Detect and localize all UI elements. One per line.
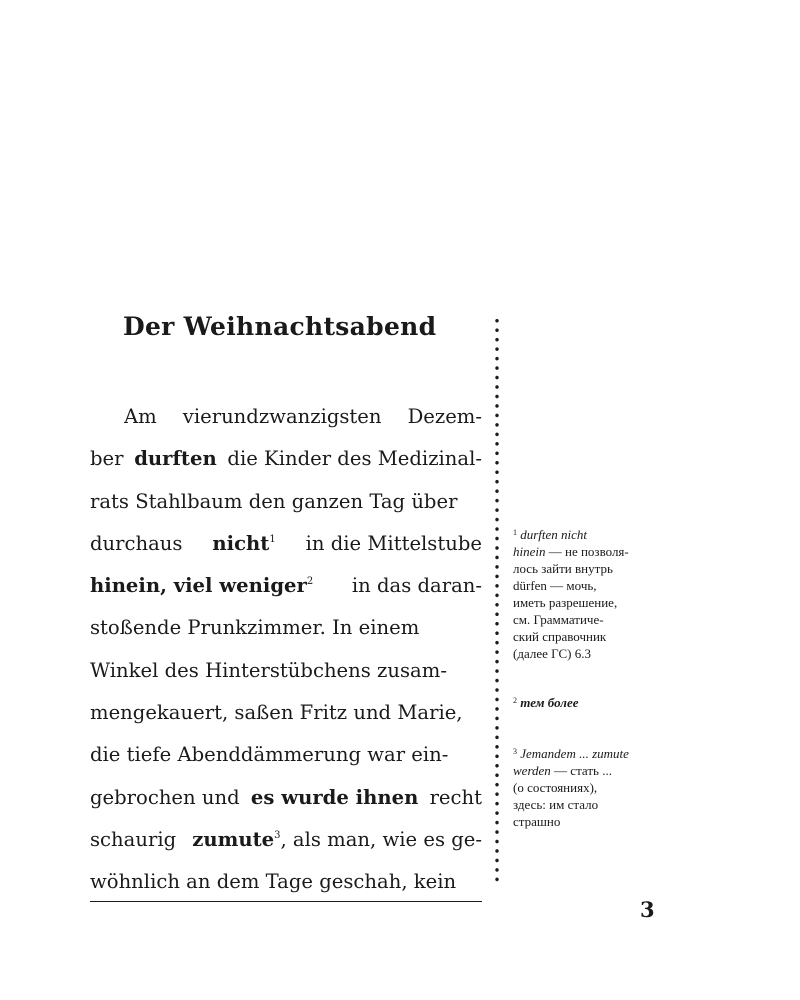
- text-run: in das daran-: [351, 574, 482, 598]
- text-run: , als man, wie es ge-: [280, 827, 482, 851]
- footnote-mark: 3: [513, 747, 517, 756]
- footnote-ref: 2: [306, 576, 314, 588]
- footnote-definition: — стать ...: [550, 763, 612, 778]
- text-line: [90, 481, 482, 523]
- word: schaurig: [90, 827, 177, 851]
- text-line: [90, 523, 482, 565]
- highlighted-phrase-with-ref: [192, 819, 482, 861]
- word: recht: [429, 785, 482, 809]
- text-run: rats Stahlbaum den ganzen Tag über: [90, 489, 458, 513]
- footnote-line: ский справочник: [513, 629, 607, 644]
- footnote-term: Jemandem ... zumute: [520, 746, 629, 761]
- footnote-mark: 1: [513, 528, 517, 537]
- body-text: [90, 396, 482, 904]
- footnote-term: werden: [513, 763, 551, 778]
- word: vierundzwanzigsten: [182, 405, 382, 428]
- text-run: Winkel des Hinterstübchens zusam-: [90, 658, 447, 682]
- highlighted-phrase: durften: [134, 447, 217, 471]
- text-line: [90, 861, 482, 903]
- footnote-line: (далее ГС) 6.3: [513, 646, 591, 661]
- chapter-title: Der Weihnachtsabend: [123, 312, 437, 341]
- highlighted-phrase-with-ref: [90, 565, 313, 607]
- dotted-column-divider: [494, 316, 500, 886]
- text-line: [90, 607, 482, 649]
- word: durchaus: [90, 531, 183, 555]
- footnote-definition: — не позволя-: [545, 544, 629, 559]
- text-run: die tiefe Abenddämmerung war ein-: [90, 743, 449, 767]
- footnote-line: [513, 762, 673, 779]
- footnote-line: [513, 694, 673, 711]
- text-run: die Kinder des Medizinal-: [227, 447, 482, 471]
- text-line: [90, 819, 482, 861]
- footnote-line: [513, 526, 673, 543]
- footnote-line: [513, 543, 673, 560]
- text-run: mengekauert, saßen Fritz und Marie,: [90, 701, 463, 725]
- footnote-line: здесь: им стало: [513, 797, 599, 812]
- footnote-term: hinein: [513, 544, 546, 559]
- text-run: gebrochen und: [90, 785, 240, 809]
- footnote-ref: 1: [269, 533, 276, 545]
- footnote-line: лось зайти внутрь: [513, 561, 613, 576]
- highlighted-phrase: zumute: [192, 827, 275, 851]
- text-run: in die Mittelstube: [305, 531, 482, 555]
- footnote-3: [513, 745, 673, 830]
- footnote-term: тем более: [520, 695, 579, 710]
- highlighted-phrase-with-ref: [212, 523, 275, 565]
- text-line: [90, 565, 482, 607]
- word: Am: [124, 405, 157, 428]
- text-line: [90, 396, 482, 438]
- footnote-line: см. Грамматиче-: [513, 612, 604, 627]
- page-number: 3: [640, 897, 655, 922]
- footnote-term: durften nicht: [520, 527, 588, 542]
- text-line: [90, 734, 482, 776]
- footnote-2: [513, 694, 673, 711]
- highlighted-phrase: es wurde ihnen: [250, 785, 419, 809]
- text-run: wöhnlich an dem Tage geschah, kein: [90, 870, 457, 894]
- word: ber: [90, 447, 124, 471]
- footnote-line: [513, 745, 673, 762]
- footnote-line: страшно: [513, 814, 561, 829]
- footnote-1: [513, 526, 673, 662]
- text-line: [90, 777, 482, 819]
- footnote-ref: 3: [274, 829, 281, 841]
- text-line: [90, 438, 482, 480]
- bottom-rule: [90, 901, 482, 902]
- highlighted-phrase: nicht: [212, 531, 270, 555]
- text-line: [90, 692, 482, 734]
- footnote-line: (о состояниях),: [513, 780, 598, 795]
- text-run: stoßende Prunkzimmer. In einem: [90, 616, 420, 640]
- word: Dezem-: [407, 405, 482, 428]
- footnote-line: иметь разрешение,: [513, 595, 618, 610]
- footnote-mark: 2: [513, 696, 517, 705]
- highlighted-phrase: hinein, viel weniger: [90, 574, 307, 598]
- text-line: [90, 650, 482, 692]
- footnote-line: dürfen — мочь,: [513, 578, 597, 593]
